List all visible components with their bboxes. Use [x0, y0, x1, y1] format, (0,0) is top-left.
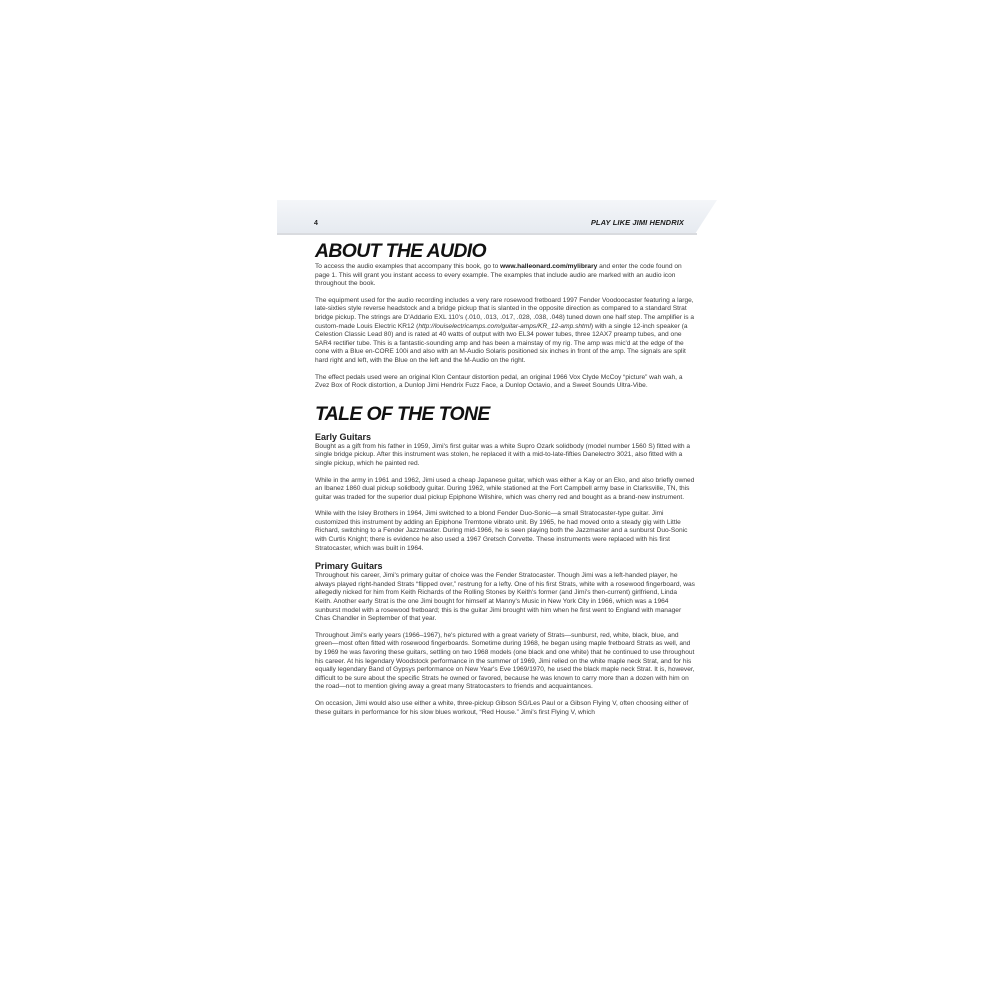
section-title-about-audio: ABOUT THE AUDIO [315, 241, 486, 262]
amp-url-link[interactable]: http://louiselectricamps.com/guitar-amps/KR_12-amp.shtml [418, 322, 591, 330]
page-number: 4 [314, 220, 318, 227]
library-url-link[interactable]: www.halleonard.com/mylibrary [500, 263, 598, 270]
subheading-early-guitars: Early Guitars [315, 431, 372, 442]
subheading-primary-guitars: Primary Guitars [315, 561, 383, 572]
section-title-tale-of-tone: TALE OF THE TONE [315, 403, 490, 425]
audio-paragraph-1: To access the audio examples that accompany this book, go to www.halleonard.com/mylibrary and enter the code found on page 1. This will grant you instant access to every example. The examples that include audio are marked with an audio icon throughout the book. [315, 263, 682, 288]
page-content [315, 240, 695, 717]
audio-paragraph-3: The effect pedals used were an original Klon Centaur distortion pedal, an original 1966 Vox Clyde McCoy “picture” wah wah, a Zvez Box of Rock distortion, a Dunlop Jimi Hendrix Fuzz Face, a Dunlop Octavio, and a Sweet Sounds Ultra-Vibe. [315, 373, 683, 390]
primary-paragraph-3: On occasion, Jimi would also use either a white, three-pickup Gibson SG/Les Paul or a Gibson Flying V, often choosing either of these guitars in performance for his slow blues workout, “Red House.” Jimi's first Flying V, which [315, 699, 689, 716]
primary-paragraph-1: Throughout his career, Jimi's primary guitar of choice was the Fender Stratocaster. Though Jimi was a left-handed player, he always played right-handed Strats “flipped over,” restrung for a lefty. One of his first Strats, white with a rosewood fingerboard, was allegedly nicked for him from Keith Richards of the Rolling Stones by Keith's former (and Jimi's then-current) girlfriend, Linda Keith. Another early Strat is the one Jimi bought for himself at Manny's Music in New York City in 1966, which was a 1964 sunburst model with a rosewood fretboard; this is the guitar Jimi brought with him when he first went to England with manager Chas Chandler in September of that year. [315, 572, 695, 623]
early-paragraph-2: While in the army in 1961 and 1962, Jimi used a cheap Japanese guitar, which was either a Kay or an Eko, and also briefly owned an Ibanez 1860 dual pickup solidbody guitar. During 1962, while stationed at the Fort Campbell army base in Clarksville, TN, this guitar was traded for the superior dual pickup Epiphone Wilshire, which was cherry red and bought as a brand-new instrument. [315, 476, 695, 501]
early-paragraph-3: While with the Isley Brothers in 1964, Jimi switched to a blond Fender Duo-Sonic—a small Stratocaster-type guitar. Jimi customized this instrument by adding an Epiphone Tremtone vibrato unit. By 1965, he had moved onto a steady gig with Little Richard, switching to a Fender Jazzmaster. During mid-1966, he is seen playing both the Jazzmaster and a sunburst Duo-Sonic with Curtis Knight; there is evidence he also used a 1967 Gretsch Corvette. These instruments were replaced with his first Stratocaster, which was built in 1964. [315, 510, 688, 552]
audio-paragraph-2: The equipment used for the audio recording includes a very rare rosewood fretboard 1997 Fender Voodoocaster featuring a large, late-sixties style reverse headstock and a bridge pickup that is slanted in the opposite direction as compared to a standard Strat bridge pickup. The strings are D'Addario EXL 110's (.010, .013, .017, .028, .038, .048) tuned down one half step. The amplifier is a custom-made Louis Electric KR12 (http://louiselectricamps.com/guitar-amps/KR_12-amp.shtml) with a single 12-inch speaker (a Celestion Classic Lead 80) and is rated at 40 watts of output with two EL34 power tubes, three 12AX7 preamp tubes, and one 5AR4 rectifier tube. This is a fantastic-sounding amp and has been a mainstay of my rig. The amp was mic'd at the edge of the cone with a Blue en-CORE 100i and also with an M-Audio Solaris positioned six inches in front of the amp. The signals are split hard right and left, with the Blue on the left and the M-Audio on the right. [315, 296, 695, 364]
primary-paragraph-2: Throughout Jimi's early years (1966–1967), he's pictured with a great variety of Strats—sunburst, red, white, black, blue, and green—most often fitted with rosewood fingerboards. Sometime during 1968, he began using maple fretboard Strats as well, and by 1969 he was favoring these guitars, settling on two 1968 models (one black and one white) that he continued to use throughout his career. At his legendary Woodstock performance in the summer of 1969, Jimi relied on the white maple neck Strat, and for his equally legendary Band of Gypsys performance on New Year's Eve 1969/1970, he used the black maple neck Strat. It is, however, difficult to be sure about the specific Strats he owned or favored, because he was known to carry more than a dozen with him on the road—not to mention giving away a great many Stratocasters to friends and acquaintances. [315, 631, 695, 691]
book-page [277, 200, 722, 770]
page-header-band [277, 200, 717, 234]
early-paragraph-1: Bought as a gift from his father in 1959, Jimi's first guitar was a white Supro Ozark solidbody (model number 1560 S) fitted with a single bridge pickup. After this instrument was stolen, he replaced it with a mid-to-late-fifties Danelectro 3021, also fitted with a single pickup, which he painted red. [315, 442, 691, 467]
running-title: PLAY LIKE JIMI HENDRIX [590, 218, 684, 227]
header-divider [277, 233, 697, 235]
